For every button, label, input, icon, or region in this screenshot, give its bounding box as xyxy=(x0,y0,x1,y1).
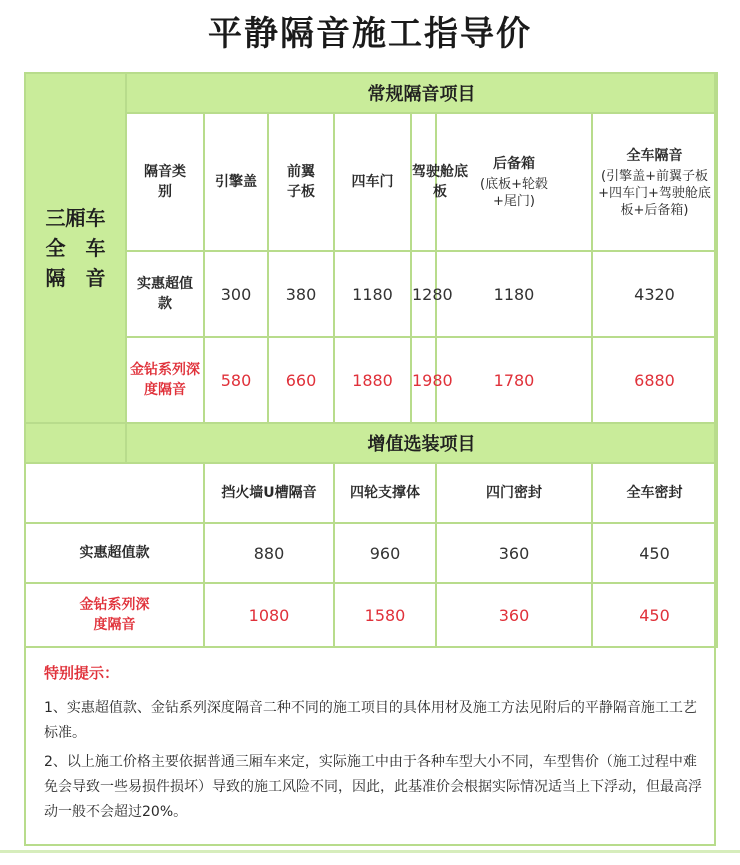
col-header: 后备箱 (底板+轮毂+尾门) xyxy=(436,113,592,251)
note-item: 2、以上施工价格主要依据普通三厢车来定，实际施工中由于各种车型大小不同，车型售价（施工过程中难免会导致一些易损件损坏）导致的施工风险不同，因此，此基准价会根据实际情况适当上下浮动，但最高浮动一般不会超过20%。 xyxy=(44,754,702,820)
price-cell: 1580 xyxy=(334,583,436,647)
note-item: 1、实惠超值款、金钻系列深度隔音二种不同的施工项目的具体用材及施工方法见附后的平静隔音施工工艺标准。 xyxy=(44,700,697,741)
col-header: 四轮支撑体 xyxy=(334,463,436,523)
price-cell: 880 xyxy=(204,523,334,583)
price-cell: 380 xyxy=(268,251,334,337)
price-cell: 1080 xyxy=(204,583,334,647)
notes-title: 特别提示： xyxy=(44,664,120,682)
col-header: 引擎盖 xyxy=(204,113,268,251)
price-cell: 1280 xyxy=(411,251,436,337)
col-header: 隔音类别 xyxy=(126,113,204,251)
col-header: 全车隔音 (引擎盖+前翼子板+四车门+驾驶舱底板+后备箱) xyxy=(592,113,717,251)
bottom-divider xyxy=(0,850,740,853)
price-cell: 1880 xyxy=(334,337,411,423)
price-cell: 450 xyxy=(592,523,717,583)
price-cell: 1180 xyxy=(334,251,411,337)
price-cell: 580 xyxy=(204,337,268,423)
price-cell: 300 xyxy=(204,251,268,337)
page-title: 平静隔音施工指导价 xyxy=(208,14,532,54)
row-label: 金钻系列深度隔音 xyxy=(126,337,204,423)
row-label: 金钻系列深度隔音 xyxy=(25,583,204,647)
section-regular-title: 常规隔音项目 xyxy=(126,73,717,113)
price-cell: 660 xyxy=(268,337,334,423)
row-label: 实惠超值款 xyxy=(25,523,204,583)
col-header: 四车门 xyxy=(334,113,411,251)
price-cell: 1780 xyxy=(436,337,592,423)
price-cell: 1980 xyxy=(411,337,436,423)
price-cell: 1180 xyxy=(436,251,592,337)
col-header: 四门密封 xyxy=(436,463,592,523)
col-header: 驾驶舱底板 xyxy=(411,113,436,251)
price-cell: 6880 xyxy=(592,337,717,423)
section-addon-title: 增值选装项目 xyxy=(126,423,717,463)
price-cell: 360 xyxy=(436,583,592,647)
price-cell: 960 xyxy=(334,523,436,583)
price-cell: 450 xyxy=(592,583,717,647)
col-header: 挡火墙U槽隔音 xyxy=(204,463,334,523)
col-header: 全车密封 xyxy=(592,463,717,523)
price-cell: 4320 xyxy=(592,251,717,337)
row-label: 实惠超值款 xyxy=(126,251,204,337)
vehicle-type-header: 三厢车 全 车 隔 音 xyxy=(25,73,126,423)
price-cell: 360 xyxy=(436,523,592,583)
col-header: 前翼子板 xyxy=(268,113,334,251)
notes-section xyxy=(26,648,714,844)
